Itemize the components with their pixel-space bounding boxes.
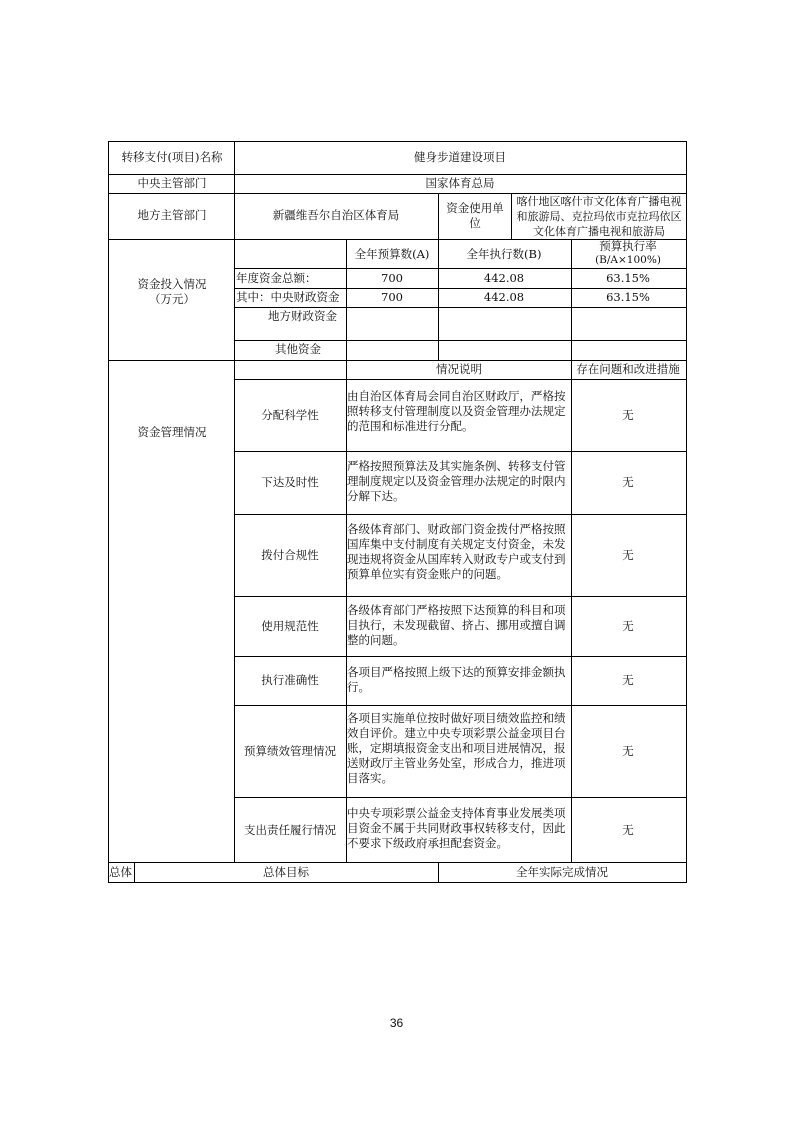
mgmt-item: 使用规范性 [261,619,319,633]
page-number: 36 [389,1016,404,1030]
mgmt-desc: 严格按照预算法及其实施条例、转移支付管理制度规定以及资金管理办法规定的时限内分解下达。 [347,459,566,503]
col-budget: 全年预算数(A) [354,247,430,261]
mgmt-item: 拨付合规性 [261,548,319,562]
mgmt-item: 支出责任履行情况 [244,823,336,837]
col-rate-formula: (B/A×100%) [595,254,661,266]
funds-row-label: 地方财政资金 [268,309,337,323]
mgmt-desc: 各级体育部门严格按照下达预算的科目和项目执行，未发现截留、挤占、挪用或擅自调整的问题。 [347,603,566,647]
project-label: 转移支付(项目)名称 [121,150,223,164]
goals-target-header: 总体目标 [263,865,309,879]
funds-row-label: 其他资金 [275,342,321,356]
funds-row-exec: 442.08 [483,290,525,304]
mgmt-issue: 无 [622,673,634,687]
mgmt-desc: 由自治区体育局会同自治区财政厅，严格按照转移支付管理制度以及资金管理办法规定的范围和标准进行分配。 [347,389,566,433]
mgmt-desc: 各项目实施单位按时做好项目绩效监控和绩效自评价。建立中央专项彩票公益金项目台账，定期填报资金支出和项目进展情况，报送财政厅主管业务处室，形成合力，推进项目落实。 [347,711,566,785]
funds-row-exec: 442.08 [483,271,525,285]
goals-label: 总体 [109,865,132,879]
mgmt-item: 预算绩效管理情况 [244,744,336,758]
user-unit-label: 资金使用单位 [446,201,504,230]
mgmt-issue: 无 [622,475,634,489]
col-desc: 情况说明 [436,362,482,376]
local-dept-label: 地方主管部门 [137,208,207,222]
mgmt-issue: 无 [622,408,634,422]
funds-row-rate: 63.15% [606,271,650,285]
mgmt-issue: 无 [622,619,634,633]
local-dept: 新疆维吾尔自治区体育局 [272,208,400,222]
mgmt-item: 分配科学性 [261,408,319,422]
goals-actual-header: 全年实际完成情况 [516,865,608,879]
central-dept: 国家体育总局 [425,176,495,190]
mgmt-item: 下达及时性 [261,475,319,489]
mgmt-issue: 无 [622,823,634,837]
user-unit: 喀什地区喀什市文化体育广播电视和旅游局、克拉玛依市克拉玛依区文化体育广播电视和旅游局 [516,195,682,238]
funds-row-label: 年度资金总额： [236,271,317,285]
mgmt-item: 执行准确性 [261,673,319,687]
central-dept-label: 中央主管部门 [137,176,207,190]
funds-label: 资金投入情况 [137,277,207,291]
funds-row-label: 其中：中央财政资金 [236,290,340,304]
mgmt-issue: 无 [622,744,634,758]
funds-row-budget: 700 [381,290,403,304]
mgmt-desc: 各级体育部门、财政部门资金拨付严格按照国库集中支付制度有关规定支付资金，未发现违规将资金从国库转入财政专户或支付到预算单位实有资金账户的问题。 [347,522,566,581]
funds-row-rate: 63.15% [606,290,650,304]
management-label: 资金管理情况 [137,425,207,439]
project-name: 健身步道建设项目 [414,150,506,164]
funds-unit: （万元） [149,292,195,306]
col-issues: 存在问题和改进措施 [576,362,680,376]
mgmt-issue: 无 [622,548,634,562]
funds-row-budget: 700 [381,271,403,285]
mgmt-desc: 各项目严格按照上级下达的预算安排金额执行。 [347,665,566,694]
mgmt-desc: 中央专项彩票公益金支持体育事业发展类项目资金不属于共同财政事权转移支付，因此不要求下级政府承担配套资金。 [347,806,566,850]
col-rate: 预算执行率 [599,239,657,253]
col-exec: 全年执行数(B) [466,247,542,261]
